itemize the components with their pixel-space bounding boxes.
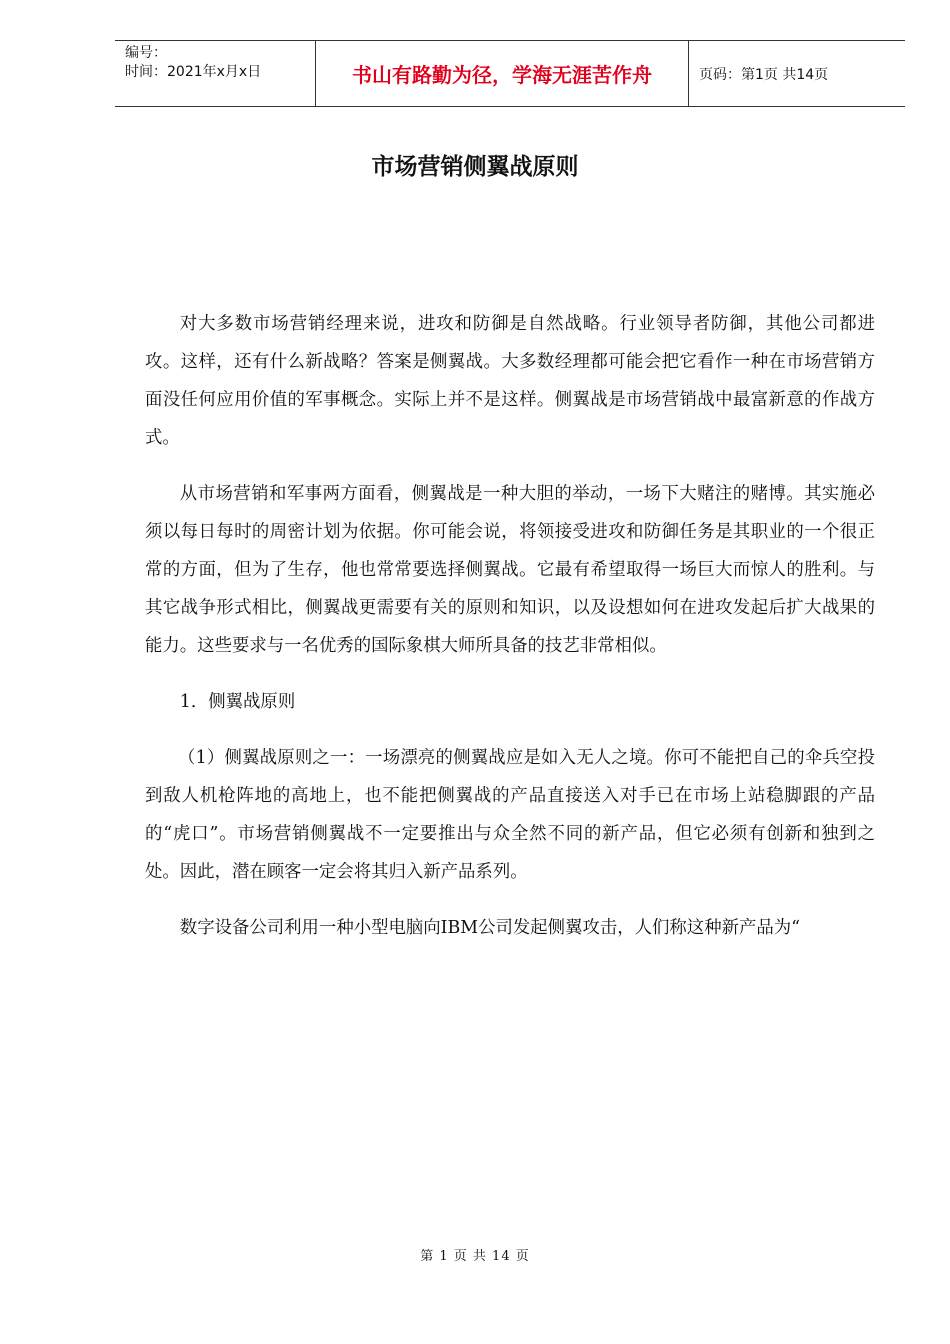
paragraph: 数字设备公司利用一种小型电脑向IBM公司发起侧翼攻击，人们称这种新产品为“ <box>179 918 801 938</box>
document-body <box>145 305 875 965</box>
serial-number-label: 编号： <box>125 45 167 61</box>
header-meta-cell <box>115 41 316 106</box>
section-heading: 1．侧翼战原则 <box>179 692 296 712</box>
page-footer: 第 1 页 共 14 页 <box>420 1249 530 1264</box>
paragraph: 从市场营销和军事两方面看，侧翼战是一种大胆的举动，一场下大赌注的赌博。其实施必须以每日每时的周密计划为依据。你可能会说，将领接受进攻和防御任务是其职业的一个很正常的方面，但为了生存，他也常常要选择侧翼战。它最有希望取得一场巨大而惊人的胜利。与其它战争形式相比，侧翼战更需要有关的原则和知识，以及设想如何在进攻发起后扩大战果的能力。这些要求与一名优秀的国际象棋大师所具备的技艺非常相似。 <box>145 484 875 656</box>
paragraph: 对大多数市场营销经理来说，进攻和防御是自然战略。行业领导者防御，其他公司都进攻。这样，还有什么新战略？答案是侧翼战。大多数经理都可能会把它看作一种在市场营销方面没任何应用价值的军事概念。实际上并不是这样。侧翼战是市场营销战中最富新意的作战方式。 <box>145 314 875 448</box>
header-page-info: 页码：第1页 共14页 <box>699 66 829 83</box>
header-table <box>115 40 905 107</box>
header-motto: 书山有路勤为径，学海无涯苦作舟 <box>316 41 689 106</box>
time-label: 时间：2021年x月x日 <box>125 64 262 80</box>
paragraph: （1）侧翼战原则之一：一场漂亮的侧翼战应是如入无人之境。你可不能把自己的伞兵空投到敌人机枪阵地的高地上，也不能把侧翼战的产品直接送入对手已在市场上站稳脚跟的产品的“虎口”。市场营销侧翼战不一定要推出与众全然不同的新产品，但它必须有创新和独到之处。因此，潜在顾客一定会将其归入新产品系列。 <box>145 748 875 882</box>
document-title: 市场营销侧翼战原则 <box>371 154 579 180</box>
